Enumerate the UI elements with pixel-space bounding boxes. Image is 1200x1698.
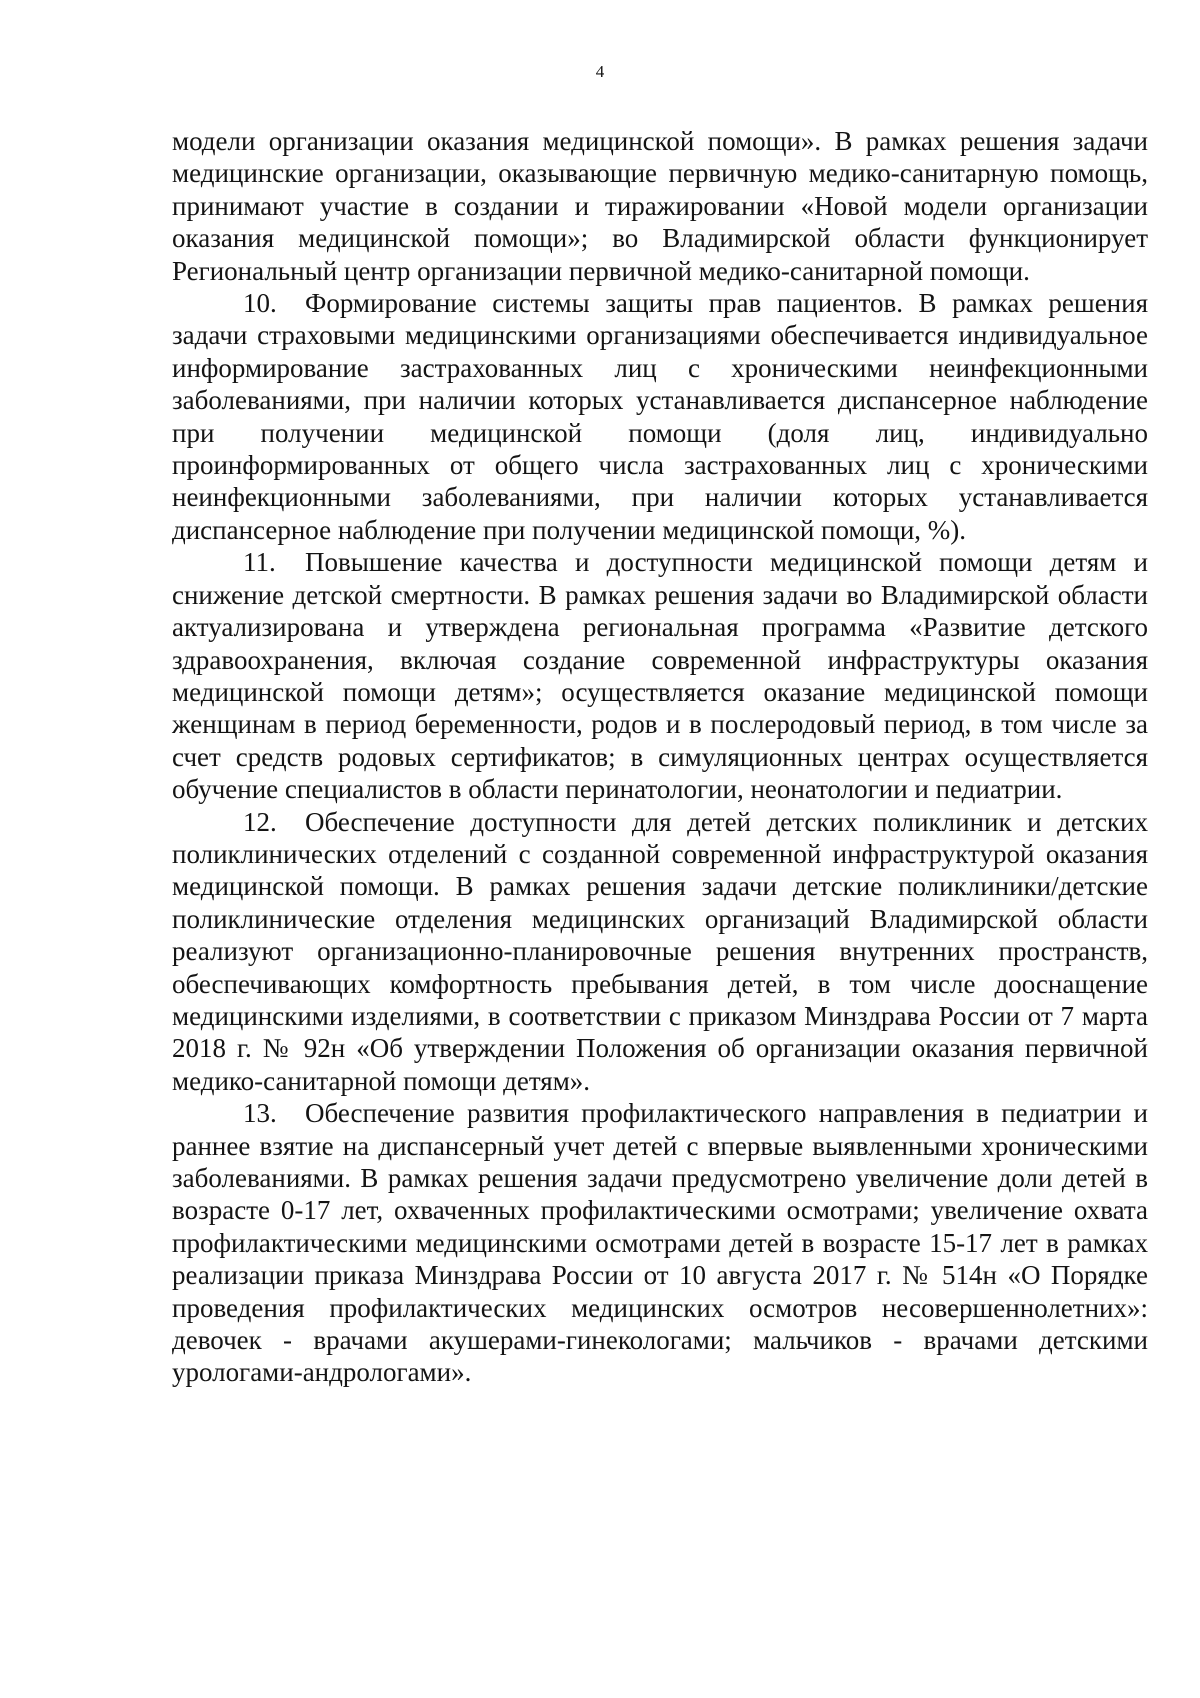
paragraph-number: 13.: [243, 1098, 277, 1129]
paragraph-text: Повышение качества и доступности медицинской помощи детям и снижение детской смертности. В рамках решения задачи во Владимирской области актуализирована и утверждена региональная программа «Развитие детского здравоохранения, включая создание современной инфраструктуры оказания медицинской помощи детям»; осуществляется оказание медицинской помощи женщинам в период беременности, родов и в послеродовый период, в том числе за счет средств родовых сертификатов; в симуляционных центрах осуществляется обучение специалистов в области перинатологии, неонатологии и педиатрии.: [172, 547, 1148, 805]
paragraph-continuation: [172, 125, 1148, 287]
paragraph-text: модели организации оказания медицинской помощи». В рамках решения задачи медицинские организации, оказывающие первичную медико-санитарную помощь, принимают участие в создании и тиражировании «Новой модели организации оказания медицинской помощи»; во Владимирской области функционирует Региональный центр организации первичной медико-санитарной помощи.: [172, 126, 1148, 286]
paragraph-number: 10.: [243, 288, 277, 319]
paragraph-text: Обеспечение доступности для детей детских поликлиник и детских поликлинических отделений с созданной современной инфраструктурой оказания медицинской помощи. В рамках решения задачи детские поликлиники/детские поликлинические отделения медицинских организаций Владимирской области реализуют организационно-планировочные решения внутренних пространств, обеспечивающих комфортность пребывания детей, в том числе дооснащение медицинскими изделиями, в соответствии с приказом Минздрава России от 7 марта 2018 г. № 92н «Об утверждении Положения об организации оказания первичной медико-санитарной помощи детям».: [172, 806, 1148, 1096]
page-number: 4: [595, 62, 605, 81]
paragraph-text: Формирование системы защиты прав пациентов. В рамках решения задачи страховыми медицинскими организациями обеспечивается индивидуальное информирование застрахованных лиц с хроническими неинфекционными заболеваниями, при наличии которых устанавливается диспансерное наблюдение при получении медицинской помощи (доля лиц, индивидуально проинформированных от общего числа застрахованных лиц с хроническими неинфекционными заболеваниями, при наличии которых устанавливается диспансерное наблюдение при получении медицинской помощи, %).: [172, 288, 1148, 545]
paragraph-item-12: [172, 806, 1148, 1098]
paragraph-item-10: [172, 287, 1148, 546]
paragraph-number: 12.: [243, 806, 277, 837]
paragraph-item-11: [172, 546, 1148, 805]
paragraph-text: Обеспечение развития профилактического направления в педиатрии и раннее взятие на диспансерный учет детей с впервые выявленными хроническими заболеваниями. В рамках решения задачи предусмотрено увеличение доли детей в возрасте 0-17 лет, охваченных профилактическими осмотрами; увеличение охвата профилактическими медицинскими осмотрами детей в возрасте 15-17 лет в рамках реализации приказа Минздрава России от 10 августа 2017 г. № 514н «О Порядке проведения профилактических медицинских осмотров несовершеннолетних»: девочек - врачами акушерами-гинекологами; мальчиков - врачами детскими урологами-андрологами».: [172, 1098, 1148, 1388]
paragraph-number: 11.: [243, 547, 276, 578]
paragraph-item-13: [172, 1097, 1148, 1389]
document-body: [172, 125, 1148, 1389]
